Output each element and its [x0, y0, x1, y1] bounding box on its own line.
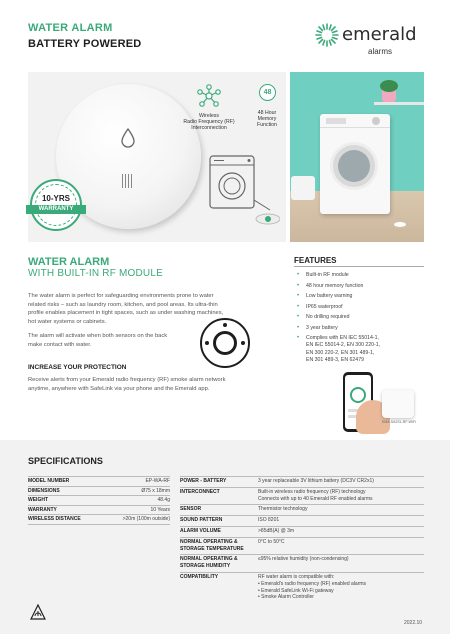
spec-key: DIMENSIONS: [28, 487, 60, 494]
spec-key: POWER - BATTERY: [180, 478, 227, 484]
logo-subtitle: alarms: [368, 47, 393, 56]
page-title-line1: WATER ALARM: [28, 22, 113, 34]
feature-bullet-icon: •: [297, 303, 300, 310]
spec-row-divider: [180, 515, 424, 516]
feature-item: • No drilling required: [297, 314, 350, 320]
rcm-certification-icon: [30, 604, 46, 620]
protection-paragraph: Receive alerts from your Emerald radio frequency (RF) smoke alarm network anytime, anywhere with SafeLink via your phone and the Emerald app.: [28, 377, 226, 392]
features-divider: [294, 266, 424, 267]
feature-item: • 48 hour memory function: [297, 282, 364, 289]
spec-value: Thermistor technology: [258, 506, 308, 513]
spec-row-divider: [180, 572, 424, 573]
network-icon: [196, 83, 222, 109]
spec-key: COMPATIBILITY: [180, 574, 219, 580]
laundry-room-photo: [290, 72, 424, 242]
spec-value: ≤95% relative humidity (non-condensing): [258, 556, 349, 563]
spec-key: WIRELESS DISTANCE: [28, 516, 81, 522]
feature-memory-label: 48 Hour Memory Function: [257, 110, 277, 129]
shelf: [374, 102, 424, 105]
section-heading: WATER ALARM: [28, 256, 110, 268]
spec-key: NORMAL OPERATING & STORAGE HUMIDITY: [180, 556, 238, 570]
spec-value: 48.4g: [157, 497, 170, 503]
spec-value: 0°C to 50°C: [258, 538, 285, 545]
spec-key: NORMAL OPERATING & STORAGE TEMPERATURE: [180, 538, 244, 552]
emerald-burst-icon: [314, 22, 340, 48]
spec-row-divider: [180, 554, 424, 555]
intro-paragraph: The water alarm is perfect for safeguarding environments prone to water related risks – such as laundry room, kitchen, and pool areas. Its ultra-thin profile enables placement in tight spaces, such as under washing machines, hot water systems or cabinets.: [28, 293, 224, 326]
feature-bullet-icon: •: [297, 335, 300, 341]
spec-value: >85dB(A) @ 3m: [258, 528, 295, 534]
safelink-gateway-image: [382, 390, 414, 418]
warranty-badge: [30, 179, 82, 231]
spec-row-divider: [28, 495, 170, 496]
feature-bullet-icon: •: [297, 282, 300, 289]
spec-row-divider: [180, 504, 424, 505]
feature-item: • Built-in RF module: [297, 272, 349, 278]
page-title-line2: BATTERY POWERED: [28, 38, 142, 50]
spec-key: MODEL NUMBER: [28, 478, 70, 484]
spec-value: RF water alarm is compatible with: • Emerald's radio frequency (RF) enabled alarms • Emerald SafeLink Wi-Fi gateway • Smoke Alarm Controller: [258, 574, 367, 601]
spec-row-divider: [28, 486, 170, 487]
spec-value: 10 Years: [150, 506, 170, 513]
feature-bullet-icon: •: [297, 293, 300, 299]
spec-key: WARRANTY: [28, 506, 57, 513]
feature-bullet-icon: •: [297, 314, 300, 320]
spec-key: SOUND PATTERN: [180, 517, 223, 524]
spec-key: SENSOR: [180, 506, 202, 513]
feature-bullet-icon: •: [297, 272, 300, 278]
warranty-ribbon-text: WARRANTY: [38, 206, 74, 212]
warranty-years-text: 10-YRS: [41, 194, 70, 203]
spec-row-divider: [28, 524, 170, 525]
test-button: [122, 174, 134, 188]
spec-row-divider: [180, 537, 424, 538]
emerald-logo: [314, 22, 424, 58]
spec-row-divider: [28, 476, 170, 477]
spec-value: EP-WA-RF: [145, 478, 170, 484]
spec-value: Built-in wireless radio frequency (RF) technology Connects with up to 40 Emerald RF enabled alarms: [258, 488, 373, 502]
washing-machine-diagram: [204, 152, 280, 234]
sensor-paragraph: The alarm will activate when both sensors on the back make contact with water.: [28, 333, 168, 348]
feature-item: • Low battery warning: [297, 293, 353, 299]
spec-row-divider: [28, 514, 170, 515]
protection-heading: INCREASE YOUR PROTECTION: [28, 364, 127, 371]
gateway-caption: EMA-SA1SL-RF-WIFI: [382, 420, 417, 424]
spec-value: ISO 8201: [258, 517, 280, 524]
spec-value: >20m (100m outside): [122, 516, 170, 522]
sensor-back-image: [200, 318, 250, 368]
specifications-title: SPECIFICATIONS: [28, 456, 103, 466]
spec-row-divider: [180, 526, 424, 527]
spec-value: Ø75 x 18mm: [141, 487, 170, 494]
floor-alarm: [394, 222, 406, 227]
section-subheading: WITH BUILT-IN RF MODULE: [28, 268, 163, 279]
spec-row-divider: [180, 476, 424, 477]
feature-item: • IP65 waterproof: [297, 303, 343, 310]
logo-wordmark: emerald: [342, 24, 417, 45]
laundry-basket: [291, 176, 315, 200]
water-drop-icon: [120, 128, 136, 148]
washing-machine: [320, 114, 390, 214]
feature-item: • Complies with EN IEC 55014-1, EN IEC 55014-2, EN 300 220-1, EN 300 220-2, EN 301 489-1, EN 301 489-3, EN 62479: [297, 335, 381, 363]
spec-value: 3 year replaceable 3V lithium battery (DC3V CR2x1): [258, 478, 374, 484]
hero-product-panel: [28, 72, 286, 242]
spec-key: ALARM VOLUME: [180, 528, 221, 534]
feature-bullet-icon: •: [297, 324, 300, 331]
publication-date: 2022.10: [404, 620, 423, 626]
feature-item: • 3 year battery: [297, 324, 338, 331]
spec-row-divider: [180, 487, 424, 488]
memory-48-icon: 48: [259, 84, 276, 101]
spec-key: WEIGHT: [28, 497, 48, 503]
spec-row-divider: [28, 505, 170, 506]
plant: [380, 80, 398, 92]
features-title: FEATURES: [294, 256, 337, 265]
spec-key: INTERCONNECT: [180, 488, 220, 495]
feature-rf-label: Wireless Radio Frequency (RF) Interconnection: [183, 113, 235, 132]
